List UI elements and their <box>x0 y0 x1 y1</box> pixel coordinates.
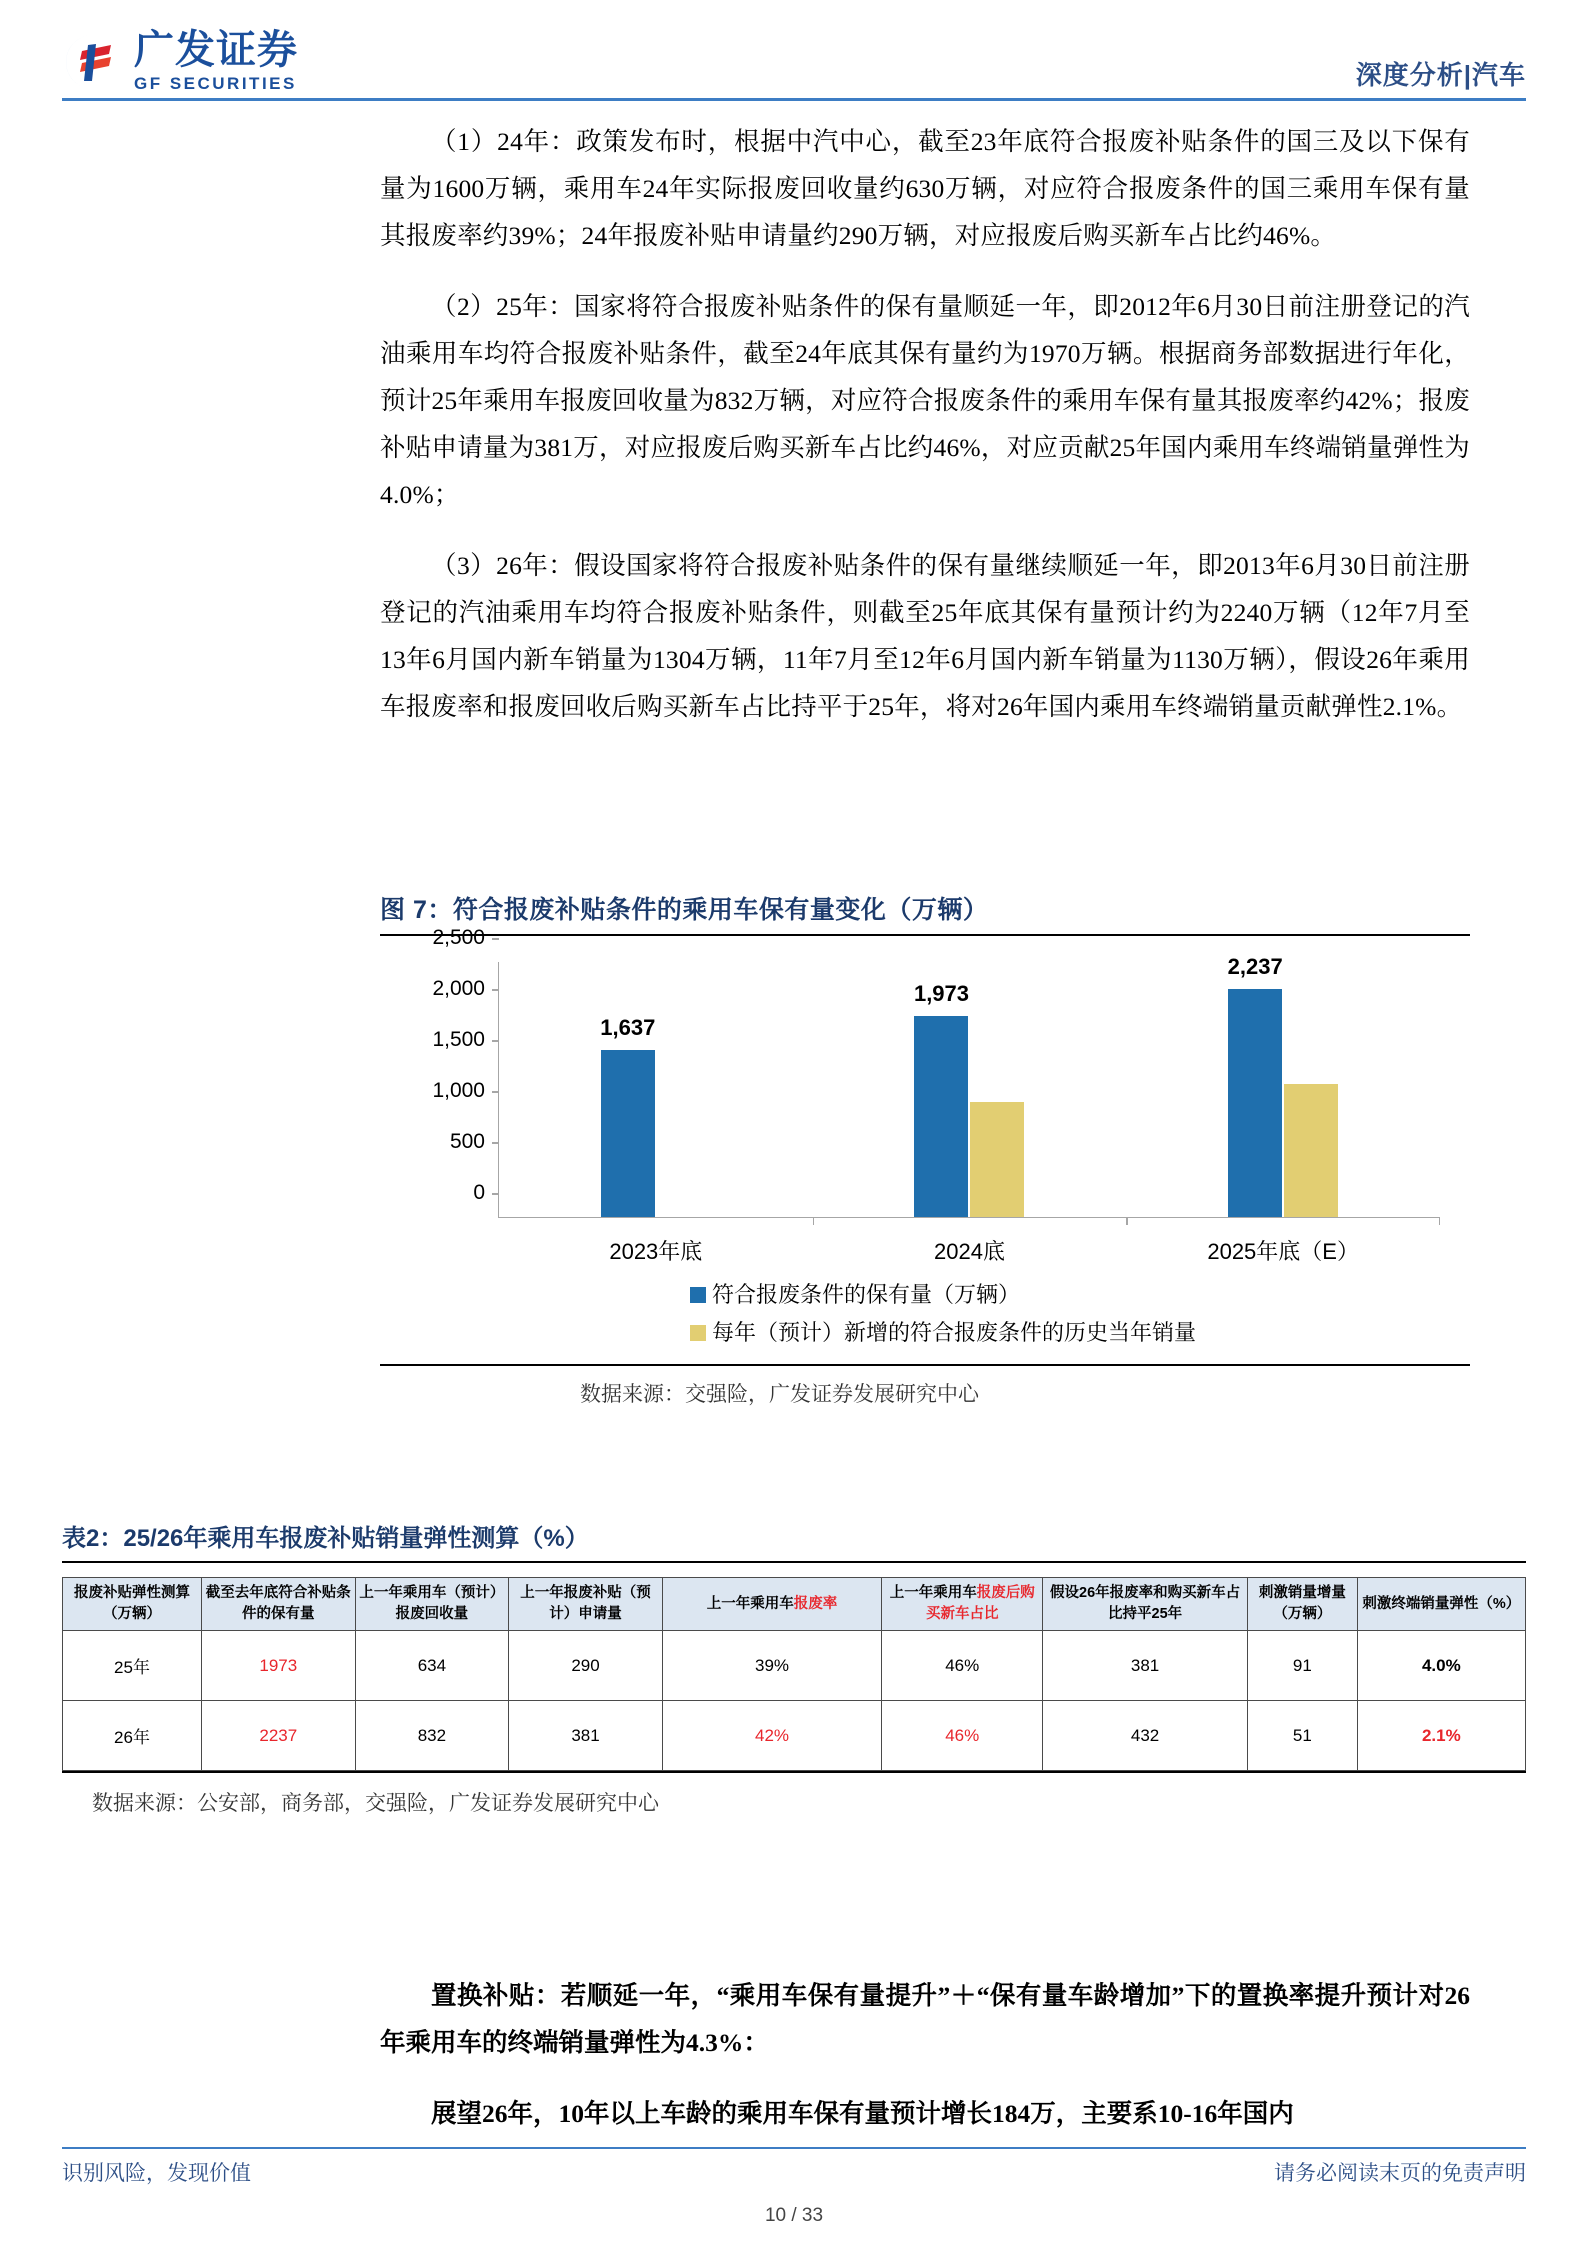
chart-plot-area <box>432 926 1440 1264</box>
table-cell-stock: 1973 <box>201 1631 355 1701</box>
figure-title: 图 7：符合报废补贴条件的乘用车保有量变化（万辆） <box>380 896 989 924</box>
table-cell-sales-increment: 91 <box>1247 1631 1357 1701</box>
header-text-fragment: 上一年乘用车 <box>706 1595 794 1612</box>
paragraph-25year: （2）25年：国家将符合报废补贴条件的保有量顺延一年，即2012年6月30日前注册登记的汽油乘用车均符合报废补贴条件，截至24年底其保有量约为1970万辆。根据商务部数据进行年化，预计25年乘用车报废回收量为832万辆，对应符合报废条件的乘用车保有量其报废率约42%；报废补贴申请量为381万，对应报废后购买新车占比约46%，对应贡献25年国内乘用车终端销量弹性为4.0%； <box>380 292 1470 509</box>
header-text-fragment: 假设26年报废率和购买新车占比持平25年 <box>1050 1585 1241 1622</box>
legend-swatch-gold <box>690 1325 706 1341</box>
y-axis-tick: 500 <box>450 1130 499 1154</box>
table-header-cell <box>662 1578 881 1631</box>
bar-group <box>813 962 1127 1264</box>
page-header <box>0 0 1588 100</box>
table-row <box>63 1631 1526 1701</box>
table-cell-scrap-recovery: 634 <box>355 1631 509 1701</box>
bar-value-label: 1,637 <box>600 1015 656 1041</box>
footer-disclaimer-link[interactable]: 请务必阅读末页的免责声明 <box>1274 2162 1526 2185</box>
gf-securities-logo <box>62 30 298 94</box>
chart-legend <box>380 1278 1470 1350</box>
bar-chart <box>380 926 1470 1272</box>
paragraph-24year: （1）24年：政策发布时，根据中汽中心，截至23年底符合报废补贴条件的国三及以下保有量为1600万辆，乘用车24年实际报废回收量约630万辆，对应符合报废条件的国三乘用车保有量其报废率约39%；24年报废补贴申请量约290万辆，对应报废后购买新车占比约46%。 <box>380 127 1470 250</box>
table-title: 表2：25/26年乘用车报废补贴销量弹性测算（%） <box>62 1525 589 1552</box>
paragraph-replacement-subsidy: 置换补贴：若顺延一年，“乘用车保有量提升”＋“保有量车龄增加”下的置换率提升预计对26年乘用车的终端销量弹性为4.3%： <box>380 1981 1470 2057</box>
y-axis-tick: 2,500 <box>432 926 499 950</box>
x-axis-tick: 2024底 <box>934 1239 1005 1264</box>
bar-value-label: 1,973 <box>913 980 970 1006</box>
y-axis-tick: 1,500 <box>432 1028 499 1052</box>
header-text-fragment: 刺激终端销量弹性（%） <box>1362 1595 1521 1612</box>
table-header-cell <box>509 1578 663 1631</box>
table-header-row <box>63 1578 1526 1631</box>
header-divider <box>62 98 1526 101</box>
table-cell-year: 26年 <box>63 1701 202 1771</box>
body-content <box>380 118 1470 754</box>
header-text-fragment: 上一年报废补贴（预计）申请量 <box>520 1585 651 1622</box>
x-axis-tick: 2023年底 <box>609 1239 703 1264</box>
table-header-cell <box>201 1578 355 1631</box>
bar-stock <box>913 980 970 1217</box>
table-row <box>63 1701 1526 1771</box>
table-cell-elasticity: 2.1% <box>1357 1701 1525 1771</box>
table-2-block <box>62 1518 1526 1817</box>
table-cell-new-car-share: 46% <box>882 1701 1043 1771</box>
x-axis-tick: 2025年底（E） <box>1207 1239 1359 1264</box>
bar-group <box>1126 953 1440 1264</box>
y-axis-tick: 0 <box>473 1181 499 1205</box>
y-axis-tick: 2,000 <box>432 977 499 1001</box>
table-source-divider <box>62 1771 1526 1773</box>
legend-label-0: 符合报废条件的保有量（万辆） <box>712 1282 1021 1307</box>
table-header-cell <box>355 1578 509 1631</box>
table-cell-scrap-recovery: 832 <box>355 1701 509 1771</box>
figure-source-divider <box>380 1364 1470 1366</box>
table-header-cell <box>1247 1578 1357 1631</box>
table-cell-assume-26: 381 <box>1043 1631 1248 1701</box>
header-section-label: 深度分析|汽车 <box>1355 60 1526 90</box>
header-text-fragment: 报废后购买新车占比 <box>925 1585 1035 1622</box>
table-header-cell <box>882 1578 1043 1631</box>
table-cell-elasticity: 4.0% <box>1357 1631 1525 1701</box>
bar-stock <box>1227 953 1283 1217</box>
legend-item-1 <box>690 1316 1470 1350</box>
table-cell-year: 25年 <box>63 1631 202 1701</box>
bar-annual-add <box>970 1102 1024 1217</box>
bar-value-label: 2,237 <box>1227 953 1283 979</box>
paragraph-26year: （3）26年：假设国家将符合报废补贴条件的保有量继续顺延一年，即2013年6月30日前注册登记的汽油乘用车均符合报废补贴条件，则截至25年底其保有量预计约为2240万辆（12年7月至13年6月国内新车销量为1304万辆，11年7月至12年6月国内新车销量为1130万辆），假设26年乘用车报废率和报废回收后购买新车占比持平于25年，将对26年国内乘用车终端销量贡献弹性2.1%。 <box>380 551 1470 721</box>
table-header-cell <box>1043 1578 1248 1631</box>
figure-source: 数据来源：交强险，广发证券发展研究中心 <box>580 1382 979 1406</box>
page-number: 10 / 33 <box>764 2205 824 2226</box>
tail-content <box>380 1972 1470 2161</box>
y-axis-tick: 1,000 <box>432 1079 499 1103</box>
table-cell-applications: 290 <box>509 1631 663 1701</box>
table-source: 数据来源：公安部，商务部，交强险，广发证券发展研究中心 <box>92 1791 659 1815</box>
table-cell-new-car-share: 46% <box>882 1631 1043 1701</box>
header-text-fragment: 截至去年底符合补贴条件的保有量 <box>205 1585 351 1622</box>
footer-slogan: 识别风险，发现价值 <box>62 2162 251 2185</box>
header-text-fragment: 刺激销量增量（万辆） <box>1258 1585 1346 1622</box>
footer-divider <box>62 2147 1526 2149</box>
table-header-cell <box>63 1578 202 1631</box>
bar-annual-add <box>1284 1084 1338 1217</box>
x-axis-divider <box>813 1217 815 1225</box>
table-cell-scrap-rate: 42% <box>662 1701 881 1771</box>
table-cell-scrap-rate: 39% <box>662 1631 881 1701</box>
legend-swatch-blue <box>690 1287 706 1303</box>
bar-group <box>499 962 813 1264</box>
legend-label-1: 每年（预计）新增的符合报废条件的历史当年销量 <box>712 1320 1197 1345</box>
x-axis-divider <box>1126 1217 1128 1225</box>
table-cell-assume-26: 432 <box>1043 1701 1248 1771</box>
header-text-fragment: 上一年乘用车 <box>889 1585 977 1601</box>
paragraph-outlook-26: 展望26年，10年以上车龄的乘用车保有量预计增长184万，主要系10-16年国内 <box>431 2099 1294 2128</box>
table-cell-sales-increment: 51 <box>1247 1701 1357 1771</box>
figure-title-divider <box>380 934 1470 936</box>
bar-stock <box>600 1015 656 1217</box>
table-cell-stock: 2237 <box>201 1701 355 1771</box>
gf-logo-icon <box>62 31 124 93</box>
table-cell-applications: 381 <box>509 1701 663 1771</box>
logo-text-en: GF SECURITIES <box>134 74 297 93</box>
x-axis-divider <box>1439 1217 1441 1225</box>
figure-7 <box>380 890 1470 1408</box>
table-header-cell <box>1357 1578 1525 1631</box>
header-text-fragment: 上一年乘用车（预计）报废回收量 <box>359 1585 505 1622</box>
logo-text-cn: 广发证券 <box>134 28 298 72</box>
table-title-divider <box>62 1561 1526 1563</box>
header-text-fragment: 报废补贴弹性测算（万辆） <box>73 1585 190 1622</box>
elasticity-table <box>62 1577 1526 1771</box>
header-text-fragment: 报废率 <box>793 1595 838 1612</box>
legend-item-0 <box>690 1278 1470 1312</box>
